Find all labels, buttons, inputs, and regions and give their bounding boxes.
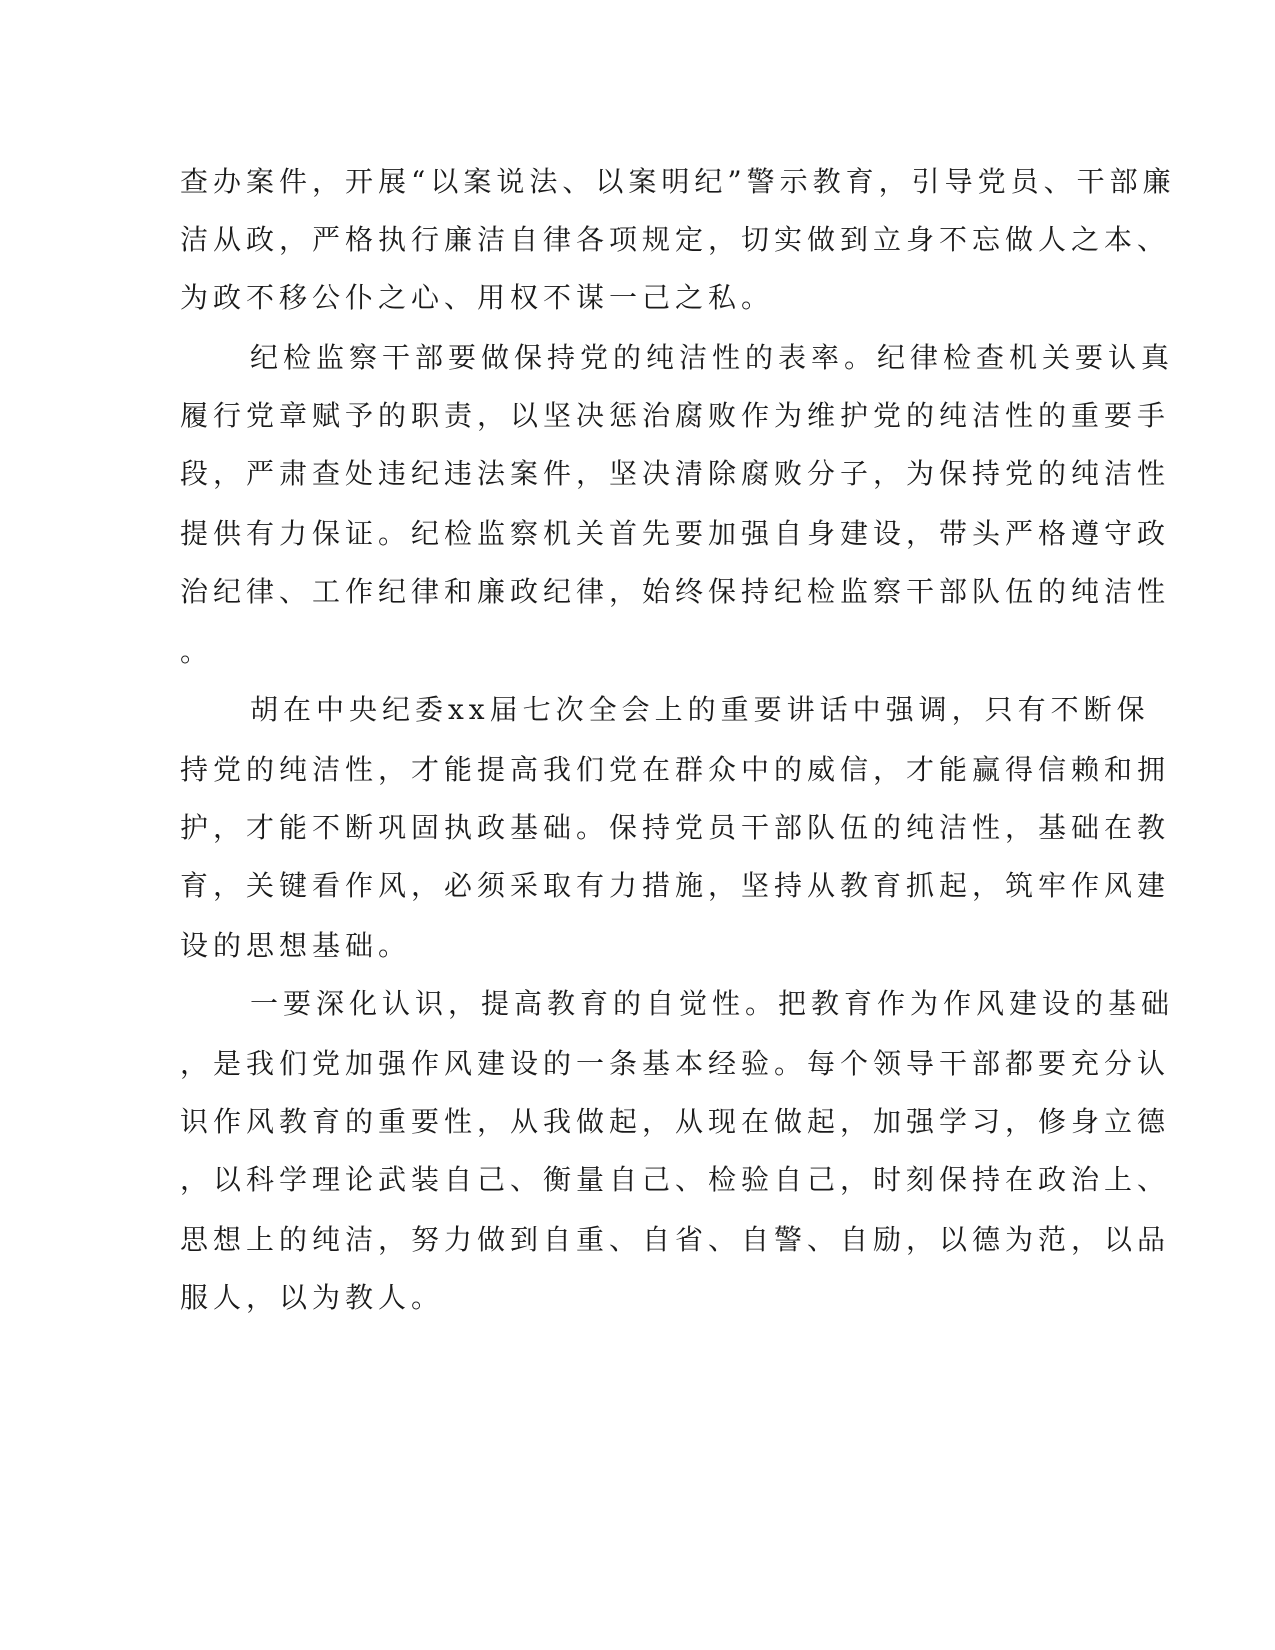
paragraph-3-line-5: 设的思想基础。 bbox=[180, 929, 412, 962]
paragraph-4-line-5: 思想上的纯洁，努力做到自重、自省、自警、自励，以德为范，以品 bbox=[180, 1223, 1171, 1256]
paragraph-2-line-4: 提供有力保证。纪检监察机关首先要加强自身建设，带头严格遵守政 bbox=[180, 517, 1171, 550]
paragraph-4-line-2: ，是我们党加强作风建设的一条基本经验。每个领导干部都要充分认 bbox=[180, 1047, 1171, 1080]
paragraph-4-line-4: ，以科学理论武装自己、衡量自己、检验自己，时刻保持在政治上、 bbox=[180, 1163, 1171, 1196]
paragraph-2-line-6: 。 bbox=[180, 635, 214, 668]
paragraph-1-line-1: 查办案件，开展“以案说法、以案明纪”警示教育，引导党员、干部廉 bbox=[180, 165, 1176, 198]
paragraph-2-line-2: 履行党章赋予的职责，以坚决惩治腐败作为维护党的纯洁性的重要手 bbox=[180, 399, 1171, 432]
paragraph-2-line-5: 治纪律、工作纪律和廉政纪律，始终保持纪检监察干部队伍的纯洁性 bbox=[180, 575, 1171, 608]
paragraph-3-line-2: 持党的纯洁性，才能提高我们党在群众中的威信，才能赢得信赖和拥 bbox=[180, 753, 1171, 786]
paragraph-4-line-6: 服人，以为教人。 bbox=[180, 1281, 445, 1314]
paragraph-1-line-3: 为政不移公仆之心、用权不谋一己之私。 bbox=[180, 281, 775, 314]
paragraph-2-line-3: 段，严肃查处违纪违法案件，坚决清除腐败分子，为保持党的纯洁性 bbox=[180, 457, 1171, 490]
paragraph-4-line-3: 识作风教育的重要性，从我做起，从现在做起，加强学习，修身立德 bbox=[180, 1105, 1171, 1138]
paragraph-3-line-3: 护，才能不断巩固执政基础。保持党员干部队伍的纯洁性，基础在教 bbox=[180, 811, 1171, 844]
paragraph-3-line-1: 胡在中央纪委xx届七次全会上的重要讲话中强调，只有不断保 bbox=[250, 693, 1150, 726]
paragraph-4-line-1: 一要深化认识，提高教育的自觉性。把教育作为作风建设的基础 bbox=[250, 987, 1175, 1020]
paragraph-3-line-4: 育，关键看作风，必须采取有力措施，坚持从教育抓起，筑牢作风建 bbox=[180, 869, 1171, 902]
paragraph-1-line-2: 洁从政，严格执行廉洁自律各项规定，切实做到立身不忘做人之本、 bbox=[180, 223, 1171, 256]
paragraph-2-line-1: 纪检监察干部要做保持党的纯洁性的表率。纪律检查机关要认真 bbox=[250, 341, 1175, 374]
